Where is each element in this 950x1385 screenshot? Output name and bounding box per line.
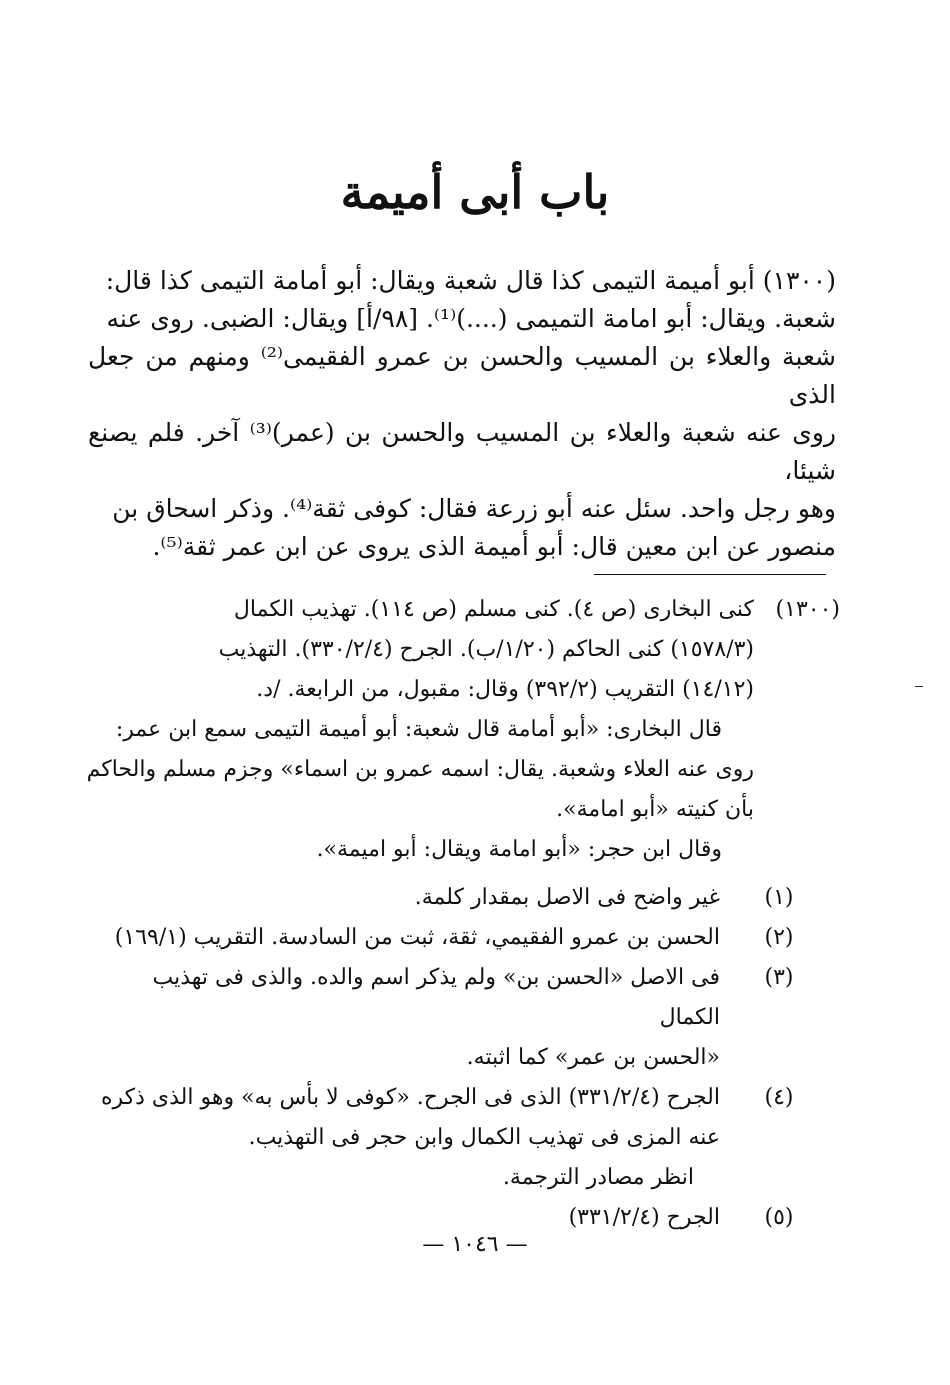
entry-line: شعبة. ويقال: أبو امامة التميمى (....)⁽¹⁾. [٩٨/أ] ويقال: الضبى. روى عنه [106, 304, 836, 333]
footnote-item [88, 918, 838, 958]
footnote-item [88, 878, 838, 918]
footnote-line: كنى البخارى (ص ٤). كنى مسلم (ص ١١٤). تهذيب الكمال [233, 597, 754, 622]
footnote-text: الحسن بن عمرو الفقيمي، ثقة، ثبت من السادسة. التقريب (١٦٩/١) [114, 925, 720, 950]
footnote-text: «الحسن بن عمر» كما اثبته. [466, 1045, 720, 1070]
page-number: — ١٠٤٦ — [422, 1232, 528, 1257]
footnote-line: (١٥٧٨/٣) كنى الحاكم (١/٢٠/ب). الجرح (٣٣٠/٢/٤). التهذيب [218, 637, 754, 662]
footnote-number: (٣) [764, 965, 794, 990]
footnotes-list [88, 878, 838, 1238]
footnote-text: فى الاصل «الحسن بن» ولم يذكر اسم والده. والذى فى تهذيب الكمال [152, 965, 720, 1030]
footnote-item [88, 958, 838, 1078]
margin-mark [915, 686, 923, 687]
footnote-line: بأن كنيته «أبو امامة». [556, 797, 754, 822]
footnote-divider [594, 574, 826, 575]
entry-line: وهو رجل واحد. سئل عنه أبو زرعة فقال: كوفى ثقة⁽⁴⁾. وذكر اسحاق بن [112, 494, 836, 523]
footnote-main-number: (١٣٠٠) [775, 597, 840, 622]
entry-line: روى عنه شعبة والعلاء بن المسيب والحسن بن (عمر)⁽³⁾ آخر. فلم يصنع شيئا، [88, 418, 836, 485]
footnote-line: قال البخارى: «أبو أمامة قال شعبة: أبو أميمة التيمى سمع ابن عمر: [115, 717, 722, 742]
entry-line: شعبة والعلاء بن المسيب والحسن بن عمرو الفقيمى⁽²⁾ ومنهم من جعل الذى [88, 342, 836, 409]
footnote-text: انظر مصادر الترجمة. [502, 1165, 694, 1190]
footnote-number: (٢) [764, 925, 794, 950]
footnote-text: الجرح (٣٣١/٢/٤) [568, 1205, 720, 1230]
footnote-item [88, 1078, 838, 1198]
footnote-number: (١) [764, 885, 794, 910]
footnote-number: (٤) [764, 1085, 794, 1110]
footnote-text: غير واضح فى الاصل بمقدار كلمة. [414, 885, 720, 910]
page-title: باب أبى أميمة [340, 165, 610, 219]
footnote-number: (٥) [764, 1205, 794, 1230]
entry-line: (١٣٠٠) أبو أميمة التيمى كذا قال شعبة ويقال: أبو أمامة التيمى كذا قال: [105, 266, 836, 295]
entry-paragraph [88, 262, 836, 566]
footnote-line: وقال ابن حجر: «أبو امامة ويقال: أبو اميمة». [316, 837, 722, 862]
entry-line: منصور عن ابن معين قال: أبو أميمة الذى يروى عن ابن عمر ثقة⁽⁵⁾. [152, 532, 836, 561]
footnote-line: (١٤/١٢) التقريب (٣٩٢/٢) وقال: مقبول، من الرابعة. /د. [256, 677, 754, 702]
footnote-text: الجرح (٣٣١/٢/٤) الذى فى الجرح. «كوفى لا بأس به» وهو الذى ذكره [100, 1085, 720, 1110]
footnote-main [88, 590, 840, 870]
footnote-line: روى عنه العلاء وشعبة. يقال: اسمه عمرو بن اسماء» وجزم مسلم والحاكم [86, 757, 754, 782]
footnote-text: عنه المزى فى تهذيب الكمال وابن حجر فى التهذيب. [248, 1125, 720, 1150]
